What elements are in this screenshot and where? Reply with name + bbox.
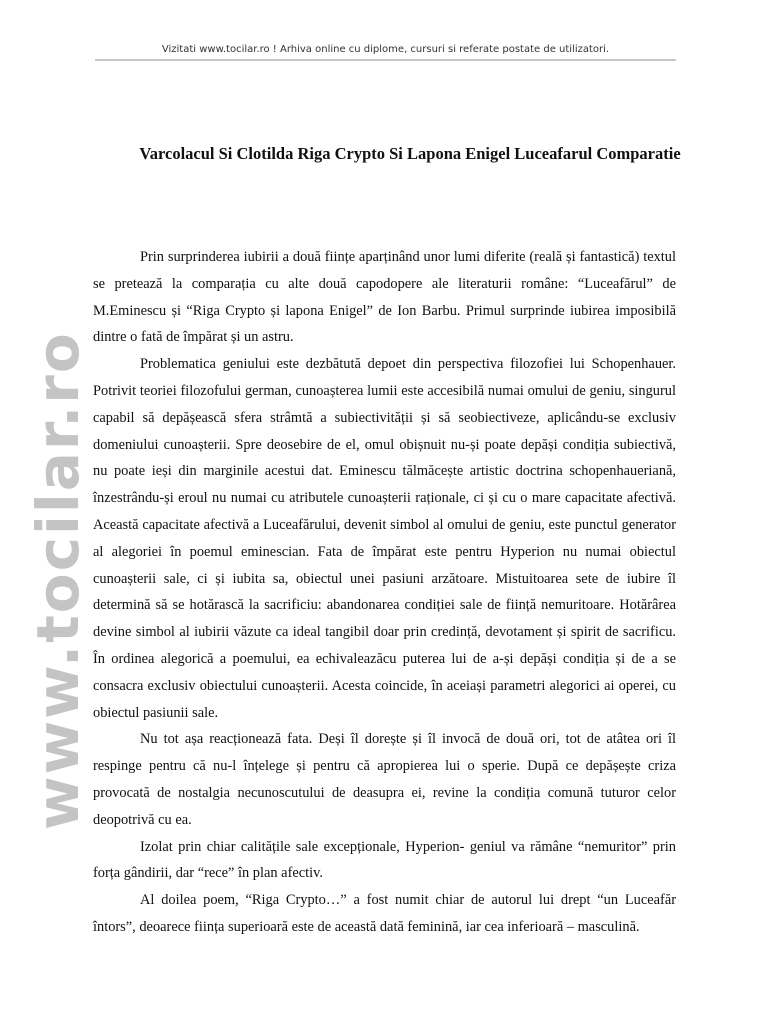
document-body <box>93 244 676 941</box>
paragraph: Problematica geniului este dezbătută depoet din perspectiva filozofiei lui Schopenhauer. Potrivit teoriei filozofului german, cunoașterea lumii este accesibilă numai omului de geniu, singurul capabil să depășească sfera strâmtă a subiectivității și să seobiectiveze, aplicându-se exclusiv domeniului cunoașterii. Spre deosebire de el, omul obișnuit nu-și poate depăși condiția subiectivă, nu poate ieși din marginile acestui dat. Eminescu tălmăcește artistic doctrina schopenhaueriană, înzestrându-și eroul nu numai cu atributele cunoașterii raționale, ci și cu o mare capacitate afectivă. Această capacitate afectivă a Luceafărului, devenit simbol al omului de geniu, este punctul generator al alegoriei în poemul eminescian. Fata de împărat este pentru Hyperion nu numai obiectul cunoașterii sale, ci și iubita sa, obiectul unei pasiuni arzătoare. Mistuitoarea sete de iubire îl determină să se hotărască la sacrificiu: abandonarea condiției sale de ființă nemuritoare. Hotărârea devine simbol al iubirii văzute ca ideal tangibil doar prin credință, devotament și spirit de sacrificu. În ordinea alegorică a poemului, ea echivaleazăcu puterea lui de a-și depăși condiția și de a se consacra exclusiv obiectului cunoașterii. Acesta coincide, în aceiași parametri alegorici ai operei, cu obiectul pasiunii sale. <box>93 356 676 721</box>
document-title: Varcolacul Si Clotilda Riga Crypto Si Lapona Enigel Luceafarul Comparatie <box>139 144 681 163</box>
paragraph: Nu tot așa reacționează fata. Deși îl dorește și îl invocă de două ori, tot de atâtea ori îl respinge pentru că nu-l înțelege și pentru că apropierea lui o sperie. După ce depășește criza provocată de nostalgia necunoscutului de deasupra ei, revine la condiția comună tuturor celor deopotrivă cu ea. <box>93 731 676 828</box>
paragraph: Al doilea poem, “Riga Crypto…” a fost numit chiar de autorul lui drept “un Luceafăr întors”, deoarece ființa superioară este de această dată feminină, iar cea inferioară – masculină. <box>93 892 676 935</box>
paragraph: Izolat prin chiar calitățile sale excepționale, Hyperion- geniul va rămâne “nemuritor” prin forța gândirii, dar “rece” în plan afectiv. <box>93 838 676 882</box>
paragraph: Prin surprinderea iubirii a două ființe aparținând unor lumi diferite (reală și fantastică) textul se pretează la comparația cu alte două capodopere ale literaturii române: “Luceafărul” de M.Eminescu și “Riga Crypto și lapona Enigel” de Ion Barbu. Primul surprinde iubirea imposibilă dintre o fată de împărat și un astru. <box>93 249 676 346</box>
watermark-logo: www.tocilar.ro <box>24 331 92 830</box>
page-header: Vizitati www.tocilar.ro ! Arhiva online cu diplome, cursuri si referate postate de utilizatori. <box>161 44 610 55</box>
header-divider <box>95 59 676 61</box>
